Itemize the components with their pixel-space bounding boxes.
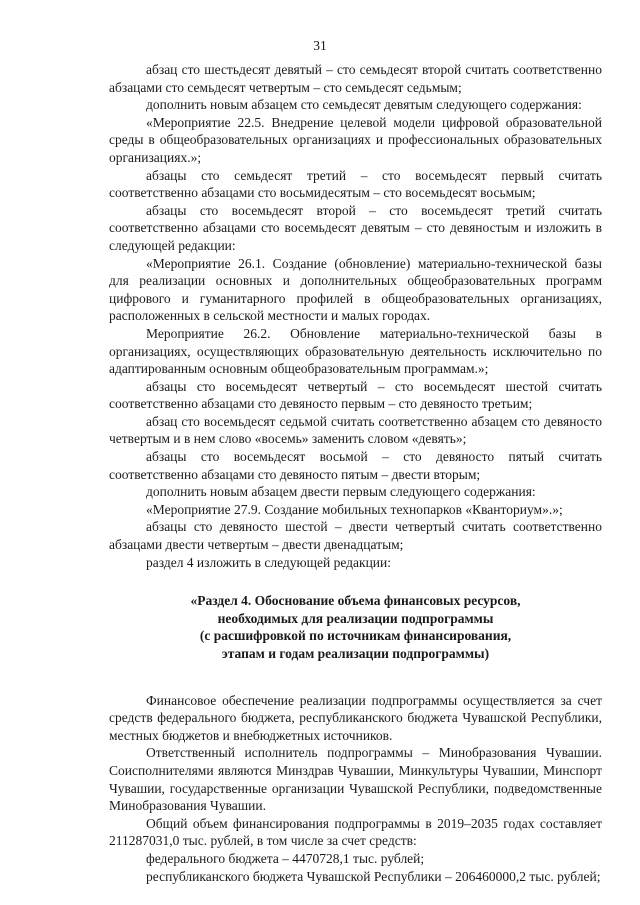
section-heading-line: этапам и годам реализации подпрограммы) (221, 646, 490, 661)
paragraph: Общий объем финансирования подпрограммы в 2019–2035 годах составляет 211287031,0 тыс. рублей, в том числе за счет средств: (109, 815, 602, 849)
paragraph: абзацы сто восемьдесят второй – сто восемьдесят третий считать соответственно абзацами сто восемьдесят девятым – сто девяностым и изложить в следующей редакции: (109, 202, 602, 253)
paragraph: абзацы сто восемьдесят восьмой – сто девяносто пятый считать соответственно абзацами сто девяносто пятым – двести вторым; (109, 449, 602, 482)
paragraph: дополнить новым абзацем двести первым следующего содержания: (146, 484, 536, 500)
paragraph: республиканского бюджета Чувашской Республики – 206460000,2 тыс. рублей; (146, 868, 601, 884)
paragraph: абзац сто шестьдесят девятый – сто семьдесят второй считать соответственно абзацами сто семьдесят четвертым – сто семьдесят седьмым; (109, 62, 602, 95)
section-heading-line: (с расшифровкой по источникам финансирования, (199, 628, 512, 644)
paragraph: Финансовое обеспечение реализации подпрограммы осуществляется за счет средств федерального бюджета, республиканского бюджета Чувашской Республики, местных бюджетов и внебюджетных источников. (109, 692, 602, 743)
section-heading-line: необходимых для реализации подпрограммы (217, 610, 494, 626)
paragraph: абзацы сто восемьдесят четвертый – сто восемьдесят шестой считать соответственно абзацами сто девяносто первым – сто девяносто третьим; (109, 378, 602, 412)
paragraph: абзацы сто девяносто шестой – двести четвертый считать соответственно абзацами двести четвертым – двести двенадцатым; (109, 519, 602, 553)
document-body (109, 61, 602, 885)
paragraph: абзацы сто семьдесят третий – сто восемьдесят первый считать соответственно абзацами сто восьмидесятым – сто восемьдесят восьмым; (109, 167, 602, 201)
page-number: 31 (313, 38, 327, 53)
paragraph: «Мероприятие 26.1. Создание (обновление) материально-технической базы для реализации основных и дополнительных общеобразовательных программ цифрового и гуманитарного профилей в общеобразовательных организациях, расположенных в сельской местности и малых городах. (109, 255, 602, 324)
paragraph: федерального бюджета – 4470728,1 тыс. рублей; (146, 850, 425, 866)
paragraph: раздел 4 изложить в следующей редакции: (146, 554, 392, 570)
section-heading (109, 592, 602, 662)
paragraph: Ответственный исполнитель подпрограммы – Минобразования Чувашии. Соисполнителями являются Минздрав Чувашии, Минкультуры Чувашии, Минспорт Чувашии, государственные организации Чувашской Республики, подведомственные Минобразования Чувашии. (109, 745, 602, 814)
paragraph: дополнить новым абзацем сто семьдесят девятым следующего содержания: (146, 97, 582, 113)
paragraph: «Мероприятие 22.5. Внедрение целевой модели цифровой образовательной среды в общеобразовательных организациях и профессиональных образовательных организациях.»; (109, 114, 602, 165)
section-heading-line: «Раздел 4. Обоснование объема финансовых ресурсов, (190, 593, 521, 609)
paragraph: абзац сто восемьдесят седьмой считать соответственно абзацем сто девяносто четвертым и в нем слово «восемь» заменить словом «девять»; (109, 413, 602, 447)
paragraph: Мероприятие 26.2. Обновление материально-технической базы в организациях, осуществляющих образовательную деятельность исключительно по адаптированным основным общеобразовательным программам.»; (109, 325, 602, 377)
paragraph: «Мероприятие 27.9. Создание мобильных технопарков «Кванториум».»; (146, 501, 563, 517)
